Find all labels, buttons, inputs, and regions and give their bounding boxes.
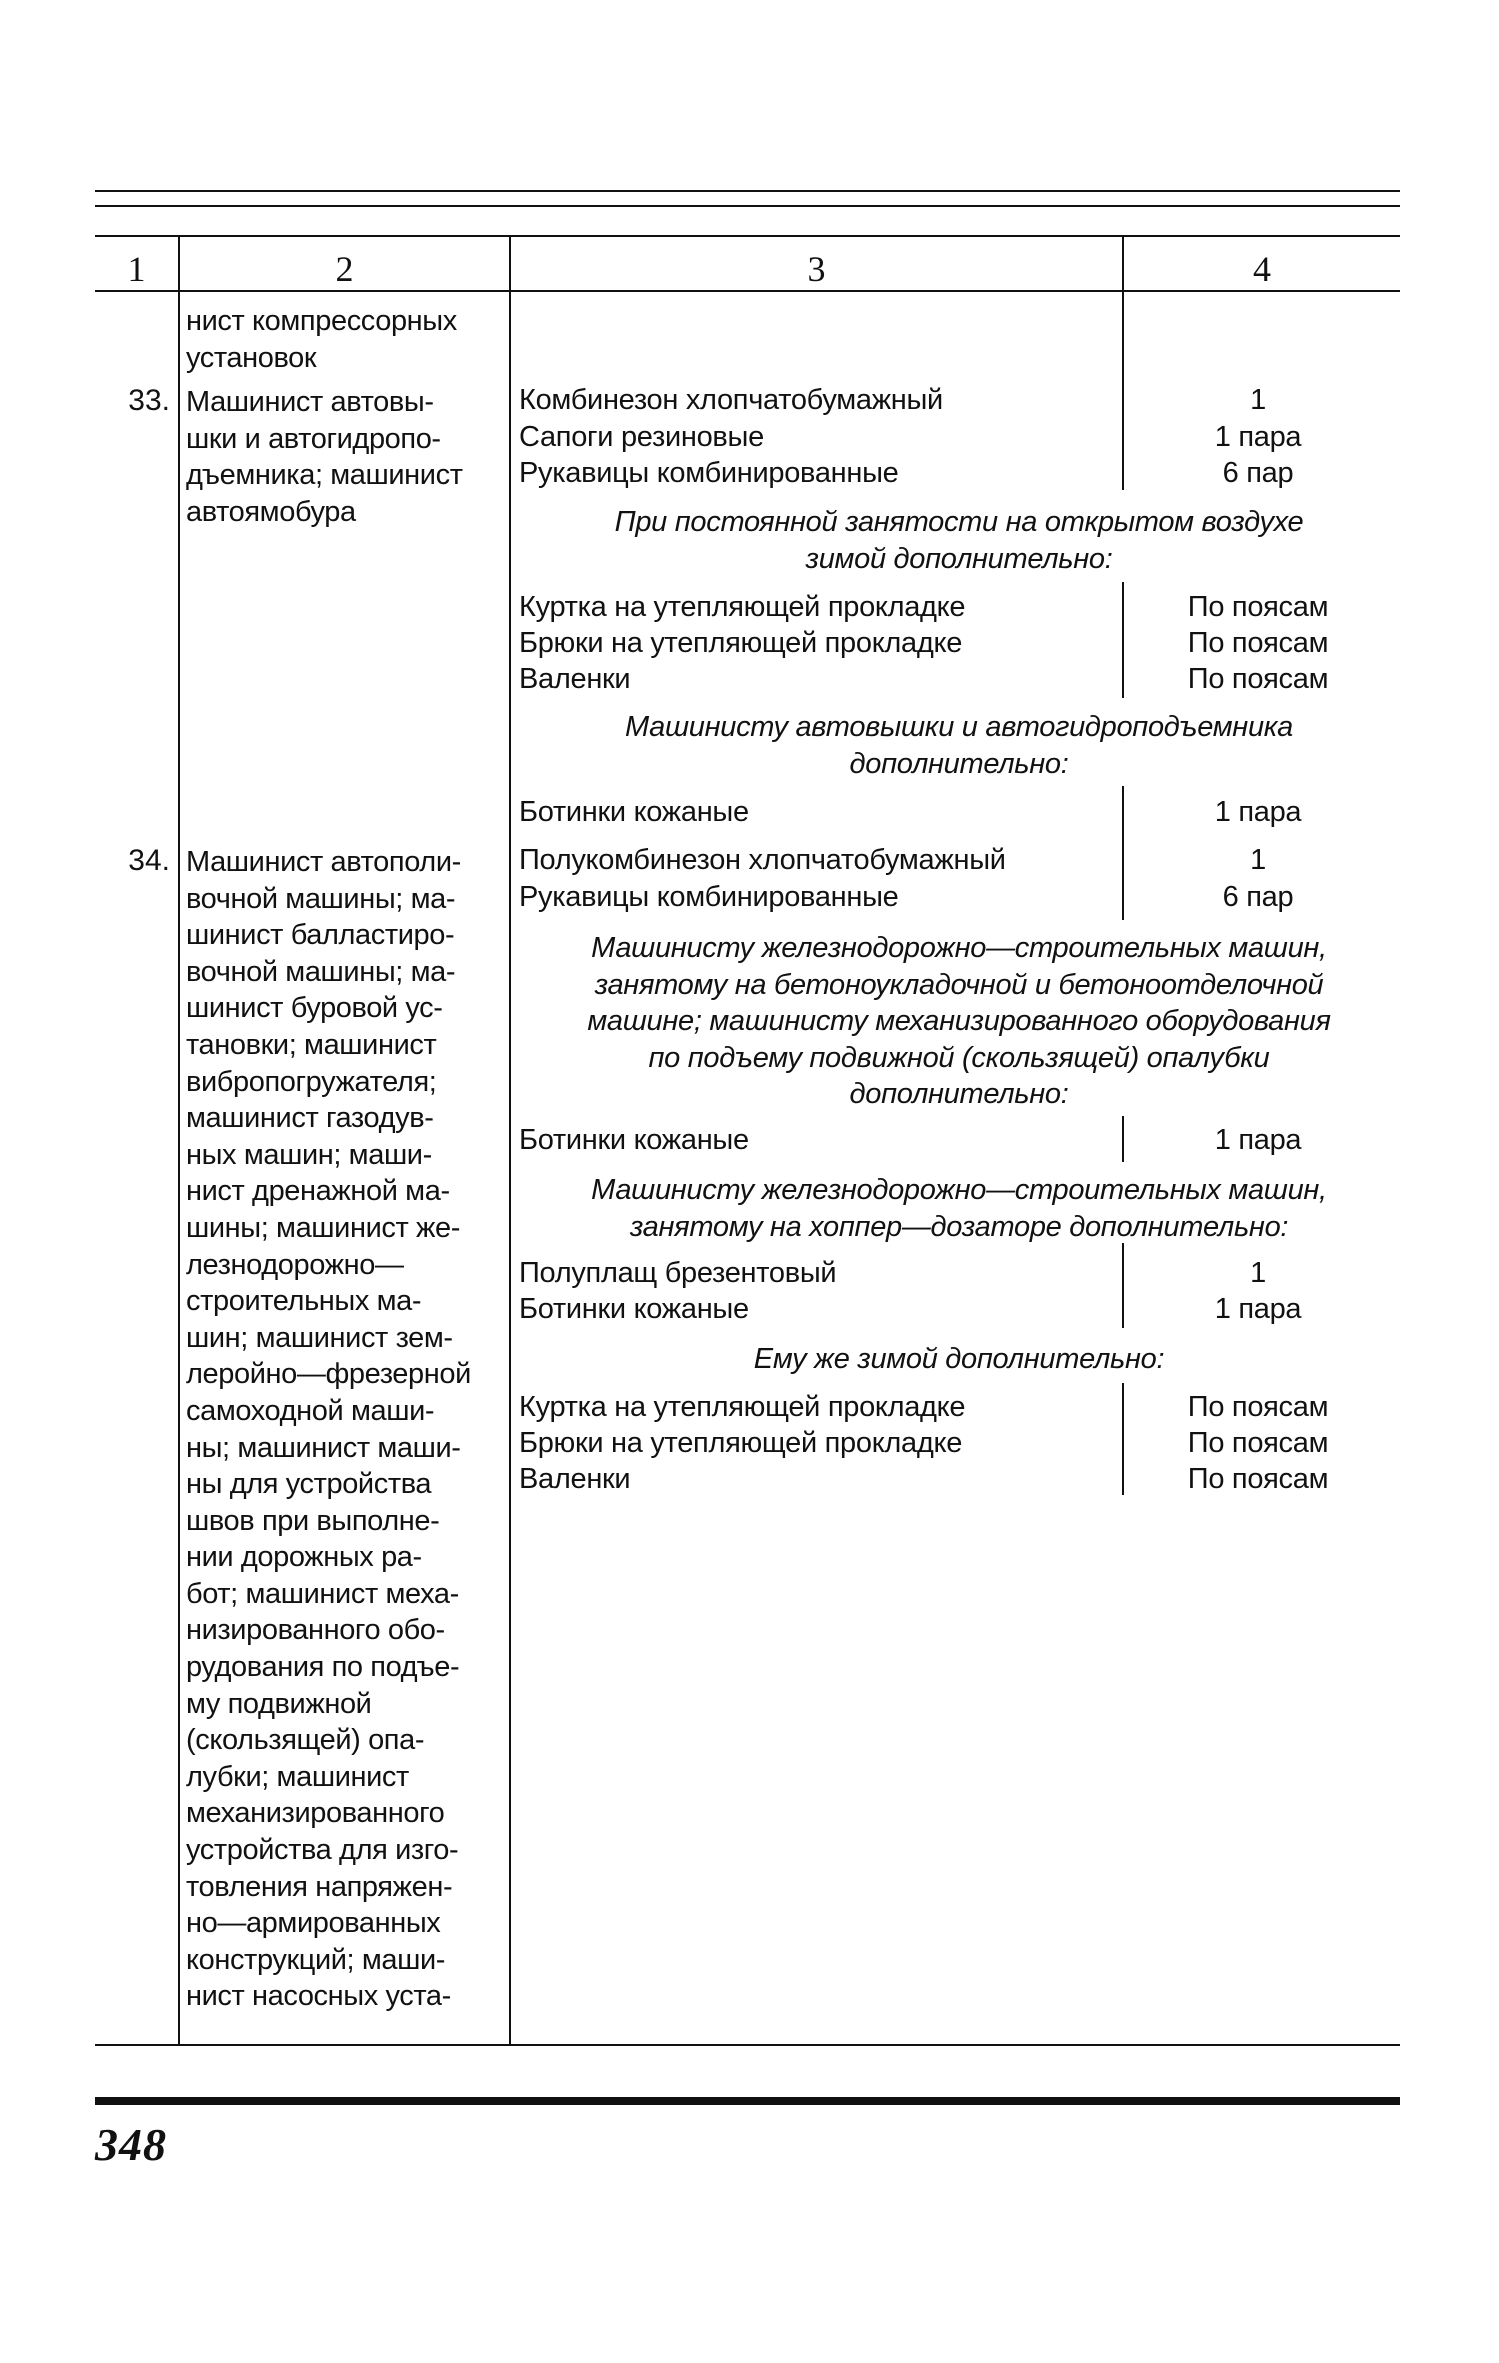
note-line: машине; машинисту механизированного оборудования <box>587 1005 1331 1037</box>
occupation-line: низированного обо- <box>186 1614 445 1647</box>
occupation-line: нист дренажной ма- <box>186 1175 450 1208</box>
item-name: Полукомбинезон хлопчатобумажный <box>519 844 1006 876</box>
item-qty: 1 пара <box>1214 1293 1302 1325</box>
occupation-line: ных машин; маши- <box>186 1138 432 1171</box>
header-col-4: 4 <box>1253 249 1271 289</box>
note-line: зимой дополнительно: <box>805 542 1113 575</box>
header-col-3: 3 <box>807 249 826 289</box>
occupation-line: устройства для изго- <box>186 1834 459 1867</box>
item-name: Ботинки кожаные <box>519 1293 749 1325</box>
occupation-line: Машинист автополи- <box>186 846 461 878</box>
occupation-line: рудования по подъе- <box>186 1651 460 1684</box>
footer-thick-rule <box>95 2097 1400 2105</box>
item-name: Рукавицы комбинированные <box>519 881 899 913</box>
note-line: Ему же зимой дополнительно: <box>753 1343 1165 1375</box>
occupation-line: му подвижной <box>186 1687 372 1720</box>
occupation-line: тановки; машинист <box>186 1028 437 1061</box>
occupation-line: (скользящей) опа- <box>186 1724 425 1757</box>
occupation-line: дъемника; машинист <box>186 459 463 492</box>
item-name: Брюки на утепляющей прокладке <box>519 627 963 659</box>
top-rule-2 <box>95 205 1400 207</box>
note-line: дополнительно: <box>849 1078 1069 1110</box>
continuation-occupation <box>186 303 506 376</box>
note-line: занятому на хоппер—дозаторе дополнительно: <box>629 1210 1289 1243</box>
occupation-line: вочной машины; ма- <box>186 955 456 988</box>
col-separator-2 <box>509 237 511 2045</box>
row34-note-hopper <box>519 1172 1399 1245</box>
col-separator-3-a <box>1122 292 1124 490</box>
item-qty: 1 пара <box>1214 796 1302 828</box>
row34-occupation <box>186 844 506 2015</box>
item-name: Ботинки кожаные <box>519 796 749 828</box>
item-name: Валенки <box>519 663 631 695</box>
occupation-line: вочной машины; ма- <box>186 882 456 915</box>
occupation-line: лезнодорожно— <box>186 1248 404 1281</box>
col-separator-3-e <box>1122 1243 1124 1328</box>
row33-note-extra <box>519 709 1399 782</box>
table-bottom-rule <box>95 2044 1400 2046</box>
occupation-line: нист компрессорных <box>186 305 457 337</box>
col-separator-3-c <box>1122 786 1124 920</box>
item-name: Полуплащ брезентовый <box>519 1257 837 1289</box>
occupation-line: шинист балластиро- <box>186 919 455 952</box>
col-separator-3-f <box>1122 1383 1124 1495</box>
note-line: При постоянной занятости на открытом воздухе <box>614 506 1304 538</box>
occupation-line: швов при выполне- <box>186 1504 440 1537</box>
occupation-line: но—армированных <box>186 1907 441 1940</box>
col-separator-1 <box>178 237 180 2045</box>
occupation-line: строительных ма- <box>186 1285 422 1318</box>
item-qty: По поясам <box>1187 663 1329 695</box>
item-name: Комбинезон хлопчатобумажный <box>519 384 943 416</box>
item-qty: 1 <box>1250 384 1266 416</box>
item-qty: По поясам <box>1187 627 1329 659</box>
occupation-line: конструкций; маши- <box>186 1943 446 1976</box>
row-number-33: 33. <box>128 384 170 417</box>
occupation-line: товления напряжен- <box>186 1870 453 1903</box>
item-qty: 1 пара <box>1214 421 1302 453</box>
occupation-line: бот; машинист меха- <box>186 1577 459 1610</box>
occupation-line: шки и автогидропо- <box>186 422 441 455</box>
occupation-line: самоходной маши- <box>186 1394 435 1427</box>
row34-note-winter <box>519 1341 1399 1378</box>
item-qty: По поясам <box>1187 1463 1329 1495</box>
item-name: Ботинки кожаные <box>519 1124 749 1156</box>
occupation-line: лубки; машинист <box>186 1760 409 1793</box>
occupation-line: ны; машинист маши- <box>186 1431 461 1464</box>
header-top-rule <box>95 235 1400 237</box>
header-bottom-rule <box>95 290 1400 292</box>
note-line: дополнительно: <box>849 747 1069 780</box>
item-qty: 1 пара <box>1214 1124 1302 1156</box>
occupation-line: механизированного <box>186 1797 445 1830</box>
col-separator-3-d <box>1122 1116 1124 1162</box>
header-col-2: 2 <box>335 249 354 289</box>
occupation-line: Машинист автовы- <box>186 386 434 418</box>
occupation-line: шины; машинист же- <box>186 1211 461 1244</box>
occupation-line: ны для устройства <box>186 1468 432 1501</box>
item-name: Рукавицы комбинированные <box>519 457 899 489</box>
item-qty: По поясам <box>1187 1427 1329 1459</box>
item-qty: 1 <box>1250 844 1266 876</box>
occupation-line: нист насосных уста- <box>186 1980 451 2013</box>
occupation-line: шин; машинист зем- <box>186 1321 453 1354</box>
item-qty: 1 <box>1250 1257 1266 1289</box>
item-qty: По поясам <box>1187 1391 1329 1423</box>
occupation-line: вибропогружателя; <box>186 1065 437 1098</box>
row34-note-concrete <box>519 930 1399 1113</box>
item-name: Сапоги резиновые <box>519 421 764 453</box>
note-line: Машинисту автовышки и автогидроподъемника <box>624 711 1294 743</box>
occupation-line: установок <box>186 341 317 374</box>
item-name: Куртка на утепляющей прокладке <box>519 1391 966 1423</box>
occupation-line: нии дорожных ра- <box>186 1541 422 1574</box>
top-rule <box>95 190 1400 192</box>
header-col-1: 1 <box>127 249 146 289</box>
row33-occupation <box>186 384 506 530</box>
item-qty: 6 пар <box>1222 881 1294 913</box>
occupation-line: леройно—фрезерной <box>186 1358 471 1391</box>
item-qty: 6 пар <box>1222 457 1294 489</box>
note-line: по подъему подвижной (скользящей) опалубки <box>648 1041 1270 1074</box>
occupation-line: автоямобура <box>186 495 356 528</box>
row-number-34: 34. <box>128 844 170 877</box>
item-name: Брюки на утепляющей прокладке <box>519 1427 963 1459</box>
note-line: занятому на бетоноукладочной и бетоноотделочной <box>594 968 1324 1001</box>
page-number: 348 <box>95 2119 167 2170</box>
note-line: Машинисту железнодорожно—строительных машин, <box>591 932 1327 964</box>
note-line: Машинисту железнодорожно—строительных машин, <box>591 1174 1327 1206</box>
col-separator-3-b <box>1122 582 1124 698</box>
item-name: Валенки <box>519 1463 631 1495</box>
occupation-line: шинист буровой ус- <box>186 992 443 1025</box>
occupation-line: машинист газодув- <box>186 1102 434 1135</box>
row33-note-winter <box>519 504 1399 577</box>
item-name: Куртка на утепляющей прокладке <box>519 591 966 623</box>
item-qty: По поясам <box>1187 591 1329 623</box>
